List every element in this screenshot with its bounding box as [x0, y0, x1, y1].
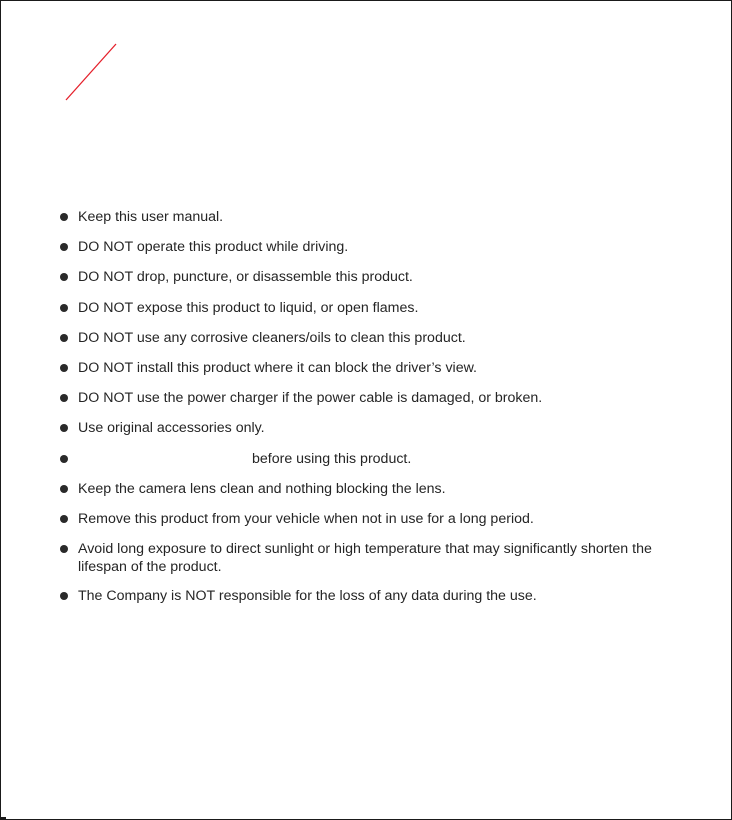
- red-slash-mark: [60, 40, 120, 104]
- notice-text: DO NOT drop, puncture, or disassemble this product.: [78, 269, 413, 286]
- notice-item: [60, 450, 700, 468]
- notice-item: [60, 329, 700, 347]
- safety-notice-list: [60, 208, 700, 617]
- notice-text: Keep this user manual.: [78, 209, 224, 225]
- bullet-icon: [60, 394, 68, 402]
- notice-text: before using this product.: [252, 450, 412, 467]
- notice-text: DO NOT use any corrosive cleaners/oils to clean this product.: [78, 329, 466, 346]
- bullet-icon: [60, 424, 68, 432]
- notice-text: DO NOT install this product where it can block the driver’s view.: [78, 359, 477, 376]
- notice-item: [60, 359, 700, 377]
- notice-text: Use original accessories only.: [78, 420, 265, 437]
- notice-item: [60, 510, 700, 528]
- notice-item: [60, 480, 700, 498]
- notice-item: [60, 299, 700, 317]
- bullet-icon: [60, 334, 68, 342]
- bullet-icon: [60, 273, 68, 281]
- bullet-icon: [60, 213, 68, 221]
- notice-item: [60, 419, 700, 437]
- bullet-icon: [60, 364, 68, 372]
- notice-item: [60, 208, 700, 226]
- bullet-icon: [60, 243, 68, 251]
- notice-item: [60, 540, 700, 576]
- bullet-icon: [60, 592, 68, 600]
- bullet-icon: [60, 515, 68, 523]
- notice-item: [60, 389, 700, 407]
- notice-item: [60, 268, 700, 286]
- notice-text: DO NOT expose this product to liquid, or open flames.: [78, 299, 419, 316]
- notice-item: [60, 587, 700, 605]
- notice-text: Remove this product from your vehicle when not in use for a long period.: [78, 510, 534, 527]
- notice-text: DO NOT use the power charger if the power cable is damaged, or broken.: [78, 390, 543, 407]
- notice-text: Keep the camera lens clean and nothing blocking the lens.: [78, 480, 446, 497]
- notice-text: The Company is NOT responsible for the loss of any data during the use.: [78, 588, 537, 605]
- notice-item: [60, 238, 700, 256]
- bullet-icon: [60, 455, 68, 463]
- bullet-icon: [60, 485, 68, 493]
- bullet-icon: [60, 304, 68, 312]
- bullet-icon: [60, 545, 68, 553]
- notice-text: Avoid long exposure to direct sunlight or high temperature that may significantly shorten the lifespan of the product.: [78, 541, 652, 576]
- notice-text: DO NOT operate this product while driving.: [78, 239, 349, 256]
